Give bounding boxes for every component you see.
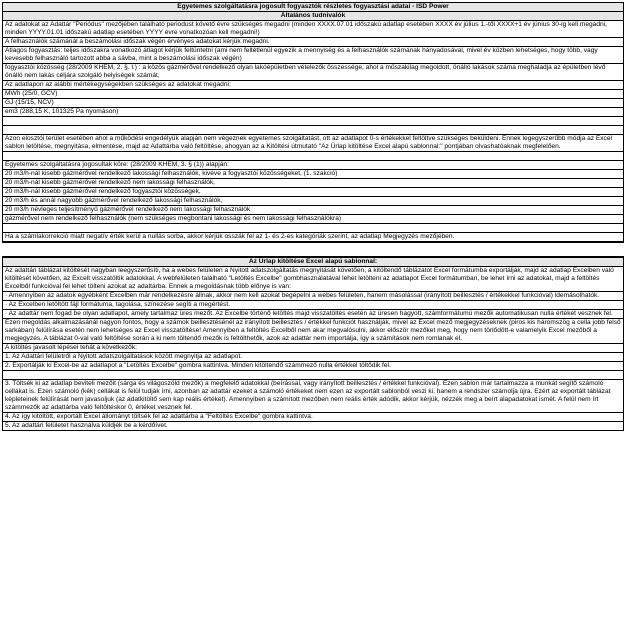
text-row	[3, 152, 624, 161]
text-row: 20 m3/h-nál kisebb gázmérővel rendelkező nem lakossági felhasználók,	[3, 179, 624, 188]
text-row: em3 (288,15 K, 101325 Pa nyomáson)	[3, 108, 624, 117]
text-row: 5. Az adattári felületet használva küldjék be a kérdőívet.	[3, 422, 624, 431]
instructions-table-1	[2, 2, 624, 242]
text-row: · Az Excelben letöltött fájl formátuma, tagolása, színezése segíti a megértést.	[3, 301, 624, 310]
section-heading-general: Általános tudnivalók	[3, 12, 624, 21]
instructions-table-2	[2, 257, 624, 431]
text-row: gázmérővel nem rendelkező felhasználók (nem szükséges megbontani lakossági és nem lakossági felhasználókra)	[3, 215, 624, 224]
empty-row	[2, 243, 624, 257]
text-row: Azon elosztói terület esetében ahol a működési engedélyük alapján nem végeznek egyetemes szolgáltatást, ott az adatlapot 0-s értékekkel feltöltve szükséges beküldeni. Ennek legegyszerűbb módja az Excel sablon letöltése, megnyitása, elmentése, majd az Adattárba való feltöltése, ahogyan az a Kitöltési útmutató "Az Űrlap kitöltése Excel alapú sablonnal:" pontjában olvashatóaknak megfelelően.	[3, 135, 624, 152]
text-row: Átlagos fogyasztás: teljes időszakra vonatkozó átlagot kérjük feltüntetni (ami nem feltétlenül egyezik a mennyiség és a felhasználók számának hányadosával, mivel év közben lehetséges, hogy több, vagy kevesebb felhasználó tartozott abba a sávba, mint a beszámolási időszak végén)	[3, 47, 624, 64]
text-row: 3. Töltsék ki az adatlap beviteli mezőit (sárga és világoszöld mezők) a megfelelő adatokkal (beírással, vagy irányított beillesztés / értékkel funkcióval). Ezen sablon már tartalmazza a munkát segítő számoló cellákat is. Ezen számoló (kék) cellákat is felül tudják írni, azonban az adattár ezeket a számoló értékeket nem ezen az exportált sablonból veszi ki, hanem a rendszer számolja újra. Ezért az exportált táblázat képleteinek felülírását nem javasoljuk (az adatkitöltő sem kap reális értéket). Amennyiben a számított mezőben nem reális érték adódik, akkor kérjük, nézzék meg a beírt alapadatokat ismét. A felül nem írt számmezők az adattárba való feltöltéskor 0, értéket vesznek fel.	[3, 380, 624, 413]
text-row: 20 m3/h névleges teljesítményű gázmérővel rendelkező nem lakossági felhasználók	[3, 206, 624, 215]
text-row	[3, 126, 624, 135]
text-row: 20 m3/h-nál kisebb gázmérővel rendelkező lakossági felhasználók, kivéve a fogyasztói közösségeket, (1. szakció)	[3, 170, 624, 179]
text-row: 2. Exportálják ki Excel-be az adatlapot a "Letöltés Excelbe" gombra kattintva. Minden kitöltendő számmező nulla értékkel töltődik fel.	[3, 362, 624, 371]
text-row: · Amennyiben az adatok egyébként Excelben már rendelkezésre állnak, akkor nem kell azokat begépelni a webes felületen, hanem másolással (irányított beillesztés / értékekkel funkcióval) ldemásolhatók.	[3, 292, 624, 301]
text-row: Az adatlapon az alábbi mértékegységekben szükséges az adatokat megadni:	[3, 81, 624, 90]
text-row: 4. Az így kitöltött, exportált Excel állományt töltsék fel az adattárba a "Feltöltés Excelbe" gombra kattintva.	[3, 413, 624, 422]
text-row: MWh (25/0, GCV)	[3, 90, 624, 99]
text-row: Egyetemes szolgáltatásra jogosultak köre: (28/2009 KHEM, 3. § (1)) alapján:	[3, 161, 624, 170]
section-heading-excel-template: Az Űrlap kitöltése Excel alapú sablonnal:	[3, 258, 624, 267]
text-row: 1. Az Adattári felületről a Nyitott adatszolgáltatások között megnyitja az adatlapot.	[3, 353, 624, 362]
text-row	[3, 117, 624, 126]
sheet-title: Egyetemes szolgáltatásra jogosult fogyasztók részletes fogyasztási adatai - ISD Power	[3, 3, 624, 12]
text-row: GJ (15/15, NCV)	[3, 99, 624, 108]
text-row: Ha a számlakorrekció miatt negatív érték kerül a nullás sorba, akkor kérjük osszák fel az 1- és 2-es kategóriák szerint, az adatlap Megjegyzés mezőjében.	[3, 233, 624, 242]
spreadsheet	[2, 2, 624, 431]
text-row: Az adattári táblázat kitöltését nagyban leegyszerűsíti, ha a webes felületen a Nyitott adatszolgáltatás megnyitását követően, a kitöltendő táblázatot Excel formátumba exportálják, majd az adatlap Excelben való kitöltését követően, az Excelt visszatöltik adatokkal. A webfelületen található "Letöltés Excelbe" gombhasználatával lehet letölteni az adatlapot Excel formátumban, be lehet írni az adatokat, majd a feltöltés Excelből funkcióval fel lehet tölteni azokat az adattárba. Ennek a megoldásnak több előnye is van:	[3, 267, 624, 292]
text-row: 20 m3/h-nál kisebb gázmérővel rendelkező fogyasztói közösségek,	[3, 188, 624, 197]
text-row: 20 m3/h és annál nagyobb gázmérővel rendelkező lakossági felhasználók,	[3, 197, 624, 206]
spacer	[2, 242, 624, 257]
text-row: · Az adattár nem fogad be olyan adatlapot, amely tartalmaz üres mezőt. Az Excelbe történő letöltés majd visszatöltés esetén az üresen hagyott, számformátumú mezők automatikusan nulla értéket vesznek fel.	[3, 310, 624, 319]
text-row: A kitöltés javasolt lépései tehát a következők:	[3, 344, 624, 353]
text-row: fogyasztói közösség (28/2009 KHEM, 2. §. l.) : a közös gázmérővel rendelkező olyan lakóépületben vételezők összessége, ahol a műszakilag megoldott, önálló lakások száma meghaladja az épületben lévő önálló nem lakás céljára szolgáló helyiségek számát,	[3, 64, 624, 81]
text-row: Az adatokat az Adattár "Periódus" mezőjében található periodust követő évre szükséges megadni (minden XXXX.07.01 időszakú adatlap esetében XXXX év július 1.-től XXXX+1 év június 30-ig kell megadni, minden YYYY.01.01 időszakú adatlap esetében YYYY évre vonatkozóan kell megadni!)	[3, 21, 624, 38]
text-row	[3, 224, 624, 233]
text-row	[3, 371, 624, 380]
text-row: Ezen megoldás alkalmazásánál nagyon fontos, hogy a számok beillesztésénél az irányított beillesztés / értékkel funkciót használják, mivel az Excel mező megjegyzéseknek (piros kis háromszög a cella jobb felső sarkában) felülírása esetén nem lehetséges az Excel visszatöltése! Amennyiben a feltöltés Excelből nem akar megvalósulni, akkor először mezőket meg, hogy nem törlődött-e valamelyik Excel mezőből a megjegyzés. A táblázat 0-val való feltöltése során a ki nem töltendő mezők is feltölthetők, azok az adattár nem importálja, így a számítások nem romlanak el.	[3, 319, 624, 344]
text-row: A felhasználók számánál a beszámolási időszak végén érvényes adatokat kérjük megadni.	[3, 38, 624, 47]
